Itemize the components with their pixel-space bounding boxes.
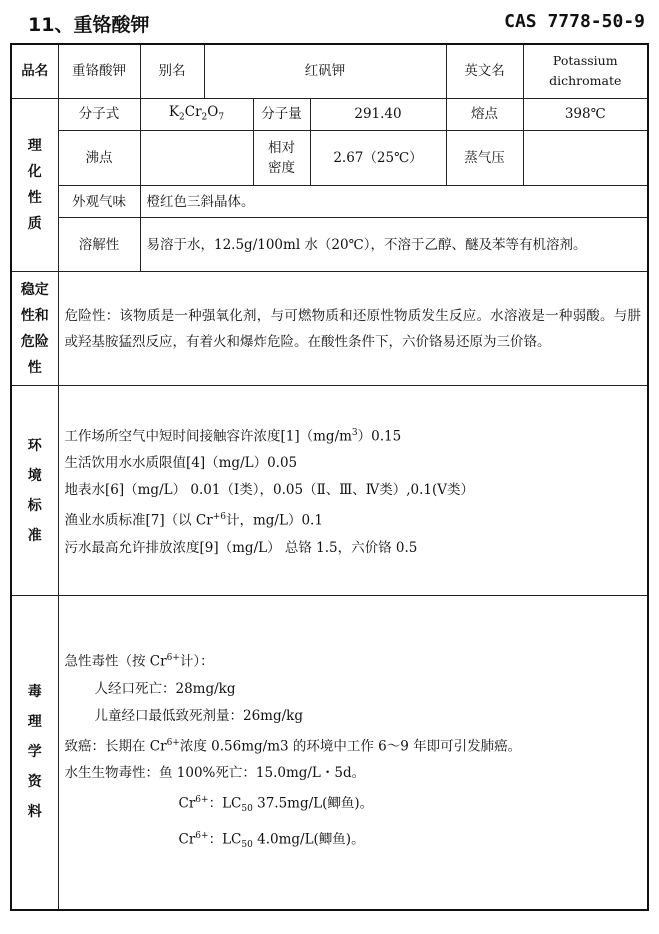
alias-label: 别名 (140, 44, 204, 98)
environment-standards (58, 386, 648, 596)
datasheet-table (10, 43, 649, 911)
tox-child: 儿童经口最低致死剂量：26mg/kg (94, 707, 303, 724)
vp-value (523, 131, 648, 186)
bp-value (140, 131, 253, 186)
toxicology-row (11, 596, 648, 910)
tox-lc50-2: $Cr^{6+}$：$LC_{50}$ 4.0mg/L(鲫鱼)。 (178, 831, 365, 851)
env-line-drinking: 生活饮用水水质限值[4]（mg/L）0.05 (64, 455, 298, 472)
environment-row (11, 386, 648, 596)
page-title: 11、重铬酸钾 (28, 14, 150, 36)
bp-label: 沸点 (58, 131, 140, 186)
mw-label: 分子量 (253, 98, 310, 131)
density-label: 相对 密度 (253, 131, 310, 186)
cas-number: CAS 7778-50-9 (504, 11, 645, 32)
toxicology-section-label: 毒 理 学 资 料 (11, 596, 58, 910)
env-line-fishery: 渔业水质标准[7]（以 $Cr^{+6}$计，mg/L）0.1 (64, 512, 323, 529)
tox-acute: 急性毒性（按 $Cr^{6+}$计）： (64, 653, 214, 670)
mp-label: 熔点 (446, 98, 523, 131)
env-line-workplace: 工作场所空气中短时间接触容许浓度$[1](mg/m^3)0.15$ (64, 427, 402, 445)
density-value: 2.67（25℃） (310, 131, 446, 186)
env-line-surface: 地表水[6]（mg/L） 0.01（Ⅰ类），0.05（Ⅱ、Ⅲ、Ⅳ类）,0.1(Ⅴ类） (64, 482, 475, 499)
mw-value: 291.40 (310, 98, 446, 131)
solubility-row (11, 218, 648, 272)
formula-label: 分子式 (58, 98, 140, 131)
environment-section-label: 环 境 标 准 (11, 386, 58, 596)
formula-value: $K_2Cr_2O_7$ (140, 98, 253, 131)
names-row (11, 44, 648, 98)
stability-row (11, 272, 648, 386)
bp-row (11, 131, 648, 186)
tox-aquatic: 水生生物毒性：鱼 100%死亡：15.0mg/L・5d。 (64, 765, 366, 782)
stability-section-label: 稳定 性和 危险 性 (11, 272, 58, 386)
formula-row (11, 98, 648, 131)
tox-oral: 人经口死亡：28mg/kg (94, 680, 236, 697)
stability-text: 危险性：该物质是一种强氧化剂，与可燃物质和还原性物质发生反应。水溶液是一种弱酸。与肼或羟基胺猛烈反应，有着火和爆炸危险。在酸性条件下，六价铬易还原为三价铬。 (58, 272, 648, 386)
appearance-value: 橙红色三斜晶体。 (140, 186, 648, 218)
page-header (28, 10, 645, 38)
tox-lc50-1: $Cr^{6+}$：$LC_{50}$ 37.5mg/L(鲫鱼)。 (178, 795, 374, 815)
env-line-sewage: 污水最高允许排放浓度[9]（mg/L） 总铬 1.5，六价铬 0.5 (64, 539, 418, 556)
solubility-value: 易溶于水，12.5g/100ml 水（20℃），不溶于乙醇、醚及苯等有机溶剂。 (140, 218, 648, 272)
physchem-section-label: 理 化 性 质 (11, 98, 58, 272)
english-name-value: Potassium dichromate (523, 44, 648, 98)
solubility-label: 溶解性 (58, 218, 140, 272)
tox-cancer: 致癌：长期在 $Cr^{6+}$浓度 0.56mg/m3 的环境中工作 6～9 年即可引发肺癌。 (64, 737, 522, 755)
vp-label: 蒸气压 (446, 131, 523, 186)
alias-value: 红矾钾 (204, 44, 446, 98)
name-value: 重铬酸钾 (58, 44, 140, 98)
appearance-label: 外观气味 (58, 186, 140, 218)
toxicology-data (58, 596, 648, 910)
english-name-label: 英文名 (446, 44, 523, 98)
name-label: 品名 (11, 44, 58, 98)
mp-value: 398℃ (523, 98, 648, 131)
appearance-row (11, 186, 648, 218)
